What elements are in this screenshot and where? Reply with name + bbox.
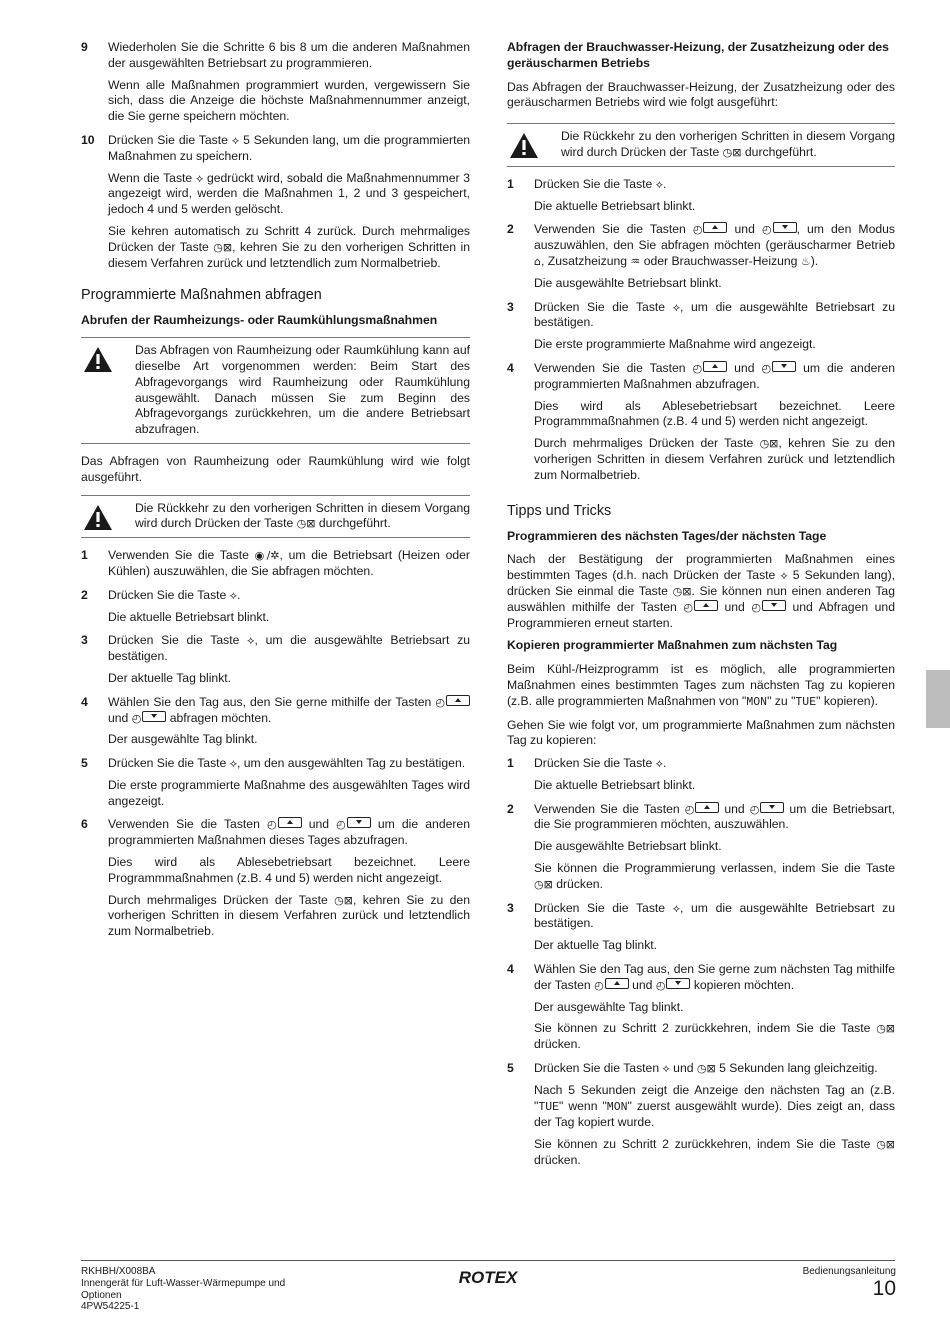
step-3: 3 Drücken Sie die Taste ⟡, um die ausgewählte Betriebsart zu bestätigen. Der aktuelle Tag blinkt.: [81, 633, 470, 685]
warning-icon: [81, 343, 135, 373]
subsection-title: Abfragen der Brauchwasser-Heizung, der Zusatzheizung oder des geräuscharmen Betriebs: [507, 40, 889, 70]
clock-icon: ◴: [655, 978, 666, 992]
back-key-icon: ◷⊠: [296, 517, 316, 531]
program-key-icon: ⟡: [672, 901, 680, 915]
step-2: 2 Drücken Sie die Taste ⟡. Die aktuelle Betriebsart blinkt.: [81, 587, 270, 624]
step-1: 1 Verwenden Sie die Taste ◉/✲, um die Betriebsart (Heizen oder Kühlen) auszuwählen, die Sie abfragen möchten.: [81, 548, 470, 578]
warning-box: [507, 123, 895, 167]
clock-icon: ◴: [692, 361, 703, 375]
clock-icon: ◴: [131, 711, 142, 725]
copy-step-5: 5 Drücken Sie die Tasten ⟡ und ◷⊠ 5 Sekunden lang gleichzeitig. Nach 5 Sekunden zeigt die Anzeige den nächsten Tag an (z.B. "TUE" wenn "MON" zuerst ausgewählt wurde). Dies zeigt an, dass der Tag kopiert wurde. Sie können zu Schritt 2 zurückkehren, indem Sie die Taste ◷⊠ drücken.: [507, 1061, 896, 1168]
clock-icon: ◴: [683, 600, 693, 614]
copy-step-2: 2 Verwenden Sie die Tasten ◴ und ◴ um die Betriebsart, die Sie programmieren möchten, auszuwählen. Die ausgewählte Betriebsart blinkt. Sie können die Programmierung verlassen, indem Sie die Taste ◷⊠ drücken.: [507, 801, 896, 891]
up-key-icon: [703, 361, 727, 372]
step-text: Sie kehren automatisch zu Schritt 4 zurück. Durch mehrmaliges Drücken der Taste ◷⊠, kehren Sie zu den vorherigen Schritten in diesem Verfahren zurück und letztendlich zum Normalbetrieb.: [108, 223, 470, 270]
step-9: [81, 40, 470, 125]
down-key-icon: [772, 361, 796, 372]
back-key-icon: ◷⊠: [213, 240, 233, 254]
program-key-icon: ⟡: [229, 757, 237, 771]
clock-icon: ◴: [594, 978, 604, 992]
warning-text: Die Rückkehr zu den vorherigen Schritten in diesem Vorgang wird durch Drücken der Taste ◷⊠ durchgeführt.: [561, 129, 895, 159]
warning-text: Das Abfragen von Raumheizung oder Raumkühlung kann auf dieselbe Art vorgenommen werden: Beim Start des Abfragevorgangs wird Raumheizung oder Raumkühlung ausgewählt. Danach müssen Sie zum Beginn des Abfragevorgangs zurückkehren, um die andere Betriebsart abzufragen.: [135, 343, 470, 437]
down-key-icon: [142, 711, 166, 722]
up-key-icon: [703, 222, 727, 233]
right-column: [507, 40, 895, 1177]
down-key-icon: [347, 817, 371, 828]
up-key-icon: [446, 695, 470, 706]
warning-text: Die Rückkehr zu den vorherigen Schritten in diesem Vorgang wird durch Drücken der Taste ◷⊠ durchgeführt.: [135, 500, 470, 531]
program-key-icon: ⟡: [247, 634, 255, 648]
program-key-icon: ⟡: [780, 569, 788, 583]
subsection-title: Programmieren des nächsten Tages/der nächsten Tage: [507, 528, 827, 543]
up-key-icon: [278, 817, 302, 828]
quiet-mode-icon: ⌂: [534, 254, 541, 268]
left-column: [81, 40, 470, 948]
step-number: 9: [81, 40, 88, 54]
rotex-logo: [457, 1268, 519, 1291]
up-key-icon: [695, 802, 719, 813]
clock-icon: ◴: [684, 802, 695, 816]
intro-text: Das Abfragen der Brauchwasser-Heizung, der Zusatzheizung oder des geräuscharmen Betriebs wird wie folgt ausgeführt:: [507, 79, 895, 110]
down-key-icon: [760, 802, 784, 813]
svg-text:ROTEX: ROTEX: [458, 1268, 518, 1286]
back-key-icon: ◷⊠: [534, 877, 553, 891]
up-key-icon: [694, 600, 718, 611]
clock-icon: ◴: [435, 695, 445, 709]
copy-step-3: 3 Drücken Sie die Taste ⟡, um die ausgewählte Betriebsart zu bestätigen. Der aktuelle Tag blinkt.: [507, 900, 895, 953]
clock-icon: ◴: [751, 600, 761, 614]
clock-icon: ◴: [266, 818, 277, 832]
back-key-icon: ◷⊠: [759, 437, 779, 451]
step-3: 3 Drücken Sie die Taste ⟡, um die ausgewählte Betriebsart zu bestätigen. Die erste programmierte Maßnahme wird angezeigt.: [507, 299, 895, 352]
down-key-icon: [762, 600, 786, 611]
section-title: Programmierte Maßnahmen abfragen: [81, 287, 322, 304]
step-number: 10: [81, 132, 95, 147]
back-key-icon: ◷⊠: [876, 1138, 896, 1152]
clock-icon: ◴: [761, 361, 772, 375]
clock-icon: ◴: [692, 223, 703, 237]
back-key-icon: ◷⊠: [334, 893, 353, 907]
step-text: Wenn alle Maßnahmen programmiert wurden, vergewissern Sie sich, dass die Anzeige die höchste Maßnahmennummer anzeigt, die Sie gerne speichern möchten.: [108, 77, 470, 124]
intro-text: Das Abfragen von Raumheizung oder Raumkühlung wird wie folgt ausgeführt.: [81, 453, 470, 484]
aux-heater-icon: ♒: [630, 254, 641, 268]
step-text: Wenn die Taste ⟡ gedrückt wird, sobald die Maßnahmennummer 3 angezeigt wird, werden die Maßnahmen 1, 2 und 3 gespeichert, jedoch 4 und 5 werden gelöscht.: [108, 170, 471, 217]
paragraph: Gehen Sie wie folgt vor, um programmierte Maßnahmen zum nächsten Tag zu kopieren:: [507, 717, 895, 748]
clock-icon: ◴: [749, 802, 760, 816]
program-key-icon: ⟡: [655, 177, 663, 191]
step-4: 4 Verwenden Sie die Tasten ◴ und ◴ um die anderen programmierten Maßnahmen abzufragen. Dies wird als Ablesebetriebsart bezeichnet. Leere Programmmaßnahmen (z.B. 4 und 5) werden nicht angezeigt. Durch mehrmaliges Drücken der Taste ◷⊠, kehren Sie zu den vorherigen Schritten in diesem Verfahren zurück und letztendlich zum Normalbetrieb.: [507, 360, 895, 482]
page-number: 10: [872, 1277, 896, 1300]
paragraph: Nach der Bestätigung der programmierten Maßnahmen eines bestimmten Tages (d.h. nach Drücken der Taste ⟡ 5 Sekunden lang), drücken Sie einmal die Taste ◷⊠. Sie können nun einen anderen Tag auswählen mithilfe der Tasten ◴ und ◴ und Abfragen und Programmieren erneut starten.: [507, 552, 896, 630]
warning-box: [81, 337, 470, 444]
section-title: Tipps und Tricks: [507, 502, 612, 519]
step-6: 6 Verwenden Sie die Tasten ◴ und ◴ um die anderen programmierten Maßnahmen dieses Tages abzufragen. Dies wird als Ablesebetriebsart bezeichnet. Leere Programmmaßnahmen (z.B. 4 und 5) werden nicht angezeigt. Durch mehrmaliges Drücken der Taste ◷⊠, kehren Sie zu den vorherigen Schritten in diesem Verfahren zurück und letztendlich zum Normalbetrieb.: [81, 817, 470, 939]
step-text: Wiederholen Sie die Schritte 6 bis 8 um die anderen Maßnahmen der ausgewählten Betriebsart zu programmieren.: [108, 40, 470, 70]
back-key-icon: ◷⊠: [876, 1022, 896, 1036]
program-key-icon: ⟡: [195, 171, 204, 185]
program-key-icon: ⟡: [662, 1062, 670, 1076]
paragraph: Beim Kühl-/Heizprogramm ist es möglich, alle programmierten Maßnahmen eines bestimmten Tages zum nächsten Tag zu kopieren (z.B. alle programmierten Maßnahmen von "MON" zu "TUE" kopieren).: [507, 662, 895, 709]
step-2: 2 Verwenden Sie die Tasten ◴ und ◴ , um den Modus auszuwählen, den Sie abfragen möchten (geräuscharmer Betrieb ⌂, Zusatzheizung ♒ oder Brauchwasser-Heizung ♨). Die ausgewählte Betriebsart blinkt.: [507, 222, 896, 290]
copy-step-4: 4 Wählen Sie den Tag aus, den Sie gerne zum nächsten Tag mithilfe der Tasten ◴ und ◴ kopieren möchten. Der ausgewählte Tag blinkt. Sie können zu Schritt 2 zurückkehren, indem Sie die Taste ◷⊠ drücken.: [507, 962, 896, 1052]
down-key-icon: [666, 978, 690, 989]
clock-icon: ◴: [336, 818, 346, 832]
chapter-tab: [926, 670, 950, 728]
copy-step-1: 1 Drücken Sie die Taste ⟡. Die aktuelle Betriebsart blinkt.: [507, 756, 696, 792]
program-key-icon: ⟡: [655, 757, 663, 771]
back-key-icon: ◷⊠: [696, 1062, 716, 1076]
footer-doc-type: Bedienungsanleitung: [802, 1266, 896, 1277]
step-text: Drücken Sie die Taste ⟡ 5 Sekunden lang, um die programmierten Maßnahmen zu speichern.: [108, 132, 471, 163]
step-10: [81, 133, 470, 271]
warning-icon: [81, 501, 135, 531]
program-key-icon: ⟡: [231, 133, 240, 147]
back-key-icon: ◷⊠: [672, 584, 692, 598]
footer-divider: [81, 1260, 895, 1261]
program-key-icon: ⟡: [672, 300, 680, 314]
step-1: 1 Drücken Sie die Taste ⟡. Die aktuelle Betriebsart blinkt.: [507, 176, 696, 213]
step-4: 4 Wählen Sie den Tag aus, den Sie gerne mithilfe der Tasten ◴ und ◴ abfragen möchten. Der ausgewählte Tag blinkt.: [81, 695, 470, 748]
up-key-icon: [605, 978, 629, 989]
subsection-title: Kopieren programmierter Maßnahmen zum nächsten Tag: [507, 638, 838, 653]
hot-water-icon: ♨: [800, 254, 811, 268]
subsection-title: Abrufen der Raumheizungs- oder Raumkühlungsmaßnahmen: [81, 313, 438, 328]
mode-key-icon: ◉/✲: [254, 549, 280, 563]
warning-icon: [507, 129, 561, 159]
program-key-icon: ⟡: [229, 588, 237, 602]
back-key-icon: ◷⊠: [722, 145, 742, 159]
down-key-icon: [773, 222, 797, 233]
footer-doc-info: RKHBH/X008BA Innengerät für Luft-Wasser-Wärmepumpe und Optionen 4PW54225-1: [81, 1266, 286, 1313]
warning-box: [81, 495, 470, 539]
step-5: 5 Drücken Sie die Taste ⟡, um den ausgewählten Tag zu bestätigen. Die erste programmierte Maßnahme des ausgewählten Tages wird angezeigt.: [81, 756, 470, 808]
clock-icon: ◴: [761, 223, 772, 237]
